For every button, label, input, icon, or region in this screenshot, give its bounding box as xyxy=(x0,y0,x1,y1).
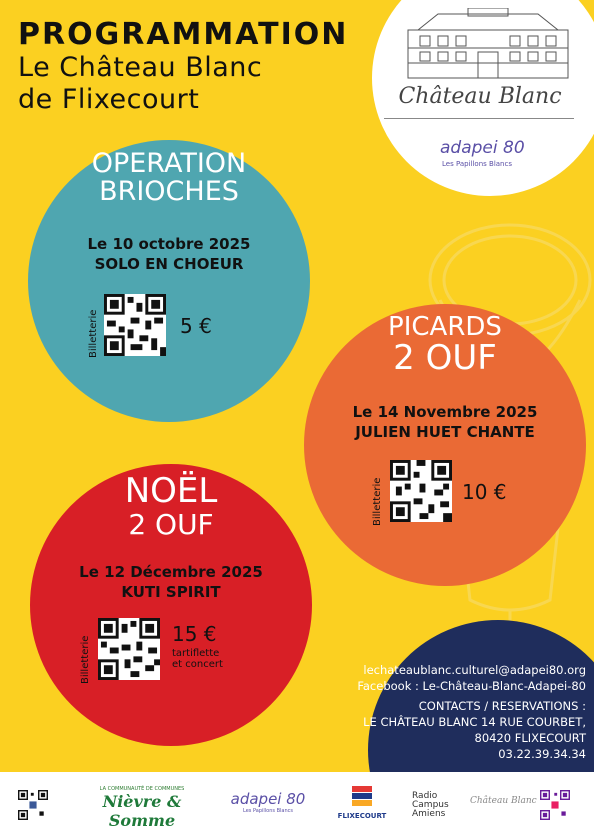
event1-title-line2: BRIOCHES xyxy=(99,176,239,208)
footer-ccns-top: LA COMMUNAUTÉ DE COMMUNES xyxy=(99,786,185,792)
contact-address-line2: 80420 FLIXECOURT xyxy=(474,731,586,745)
event1-title xyxy=(40,150,298,207)
event2-date: Le 14 Novembre 2025 xyxy=(352,403,538,421)
event3-price-note-line2: et concert xyxy=(172,659,223,670)
event3-date: Le 12 Décembre 2025 xyxy=(79,563,263,581)
adapei-subtitle: Les Papillons Blancs xyxy=(442,160,512,168)
event3-price-note-line1: tartiflette xyxy=(172,648,220,659)
event3-title-line1: NOËL xyxy=(124,471,218,511)
logo-divider xyxy=(384,118,574,119)
contact-phone[interactable]: 03.22.39.34.34 xyxy=(498,747,586,761)
event3-ticket-qr-icon[interactable] xyxy=(98,618,160,680)
event1-ticket-qr-icon[interactable] xyxy=(104,294,166,356)
contact-block xyxy=(356,662,586,762)
event2-ticket-qr-icon[interactable] xyxy=(390,460,452,522)
adapei-logo: adapei 80 xyxy=(440,138,525,158)
contact-email[interactable]: lechateaublanc.culturel@adapei80.org xyxy=(363,663,586,677)
footer-flixecourt-name: FLIXECOURT xyxy=(337,812,387,820)
event2-price: 10 € xyxy=(462,480,507,504)
footer-facebook-qr-icon[interactable] xyxy=(18,790,48,820)
footer-instagram-qr-icon[interactable] xyxy=(540,790,570,820)
header-venue: Le Château Blanc xyxy=(18,52,263,83)
header xyxy=(18,18,378,116)
header-programmation: PROGRAMMATION xyxy=(18,17,349,52)
footer-ccns-name: Nièvre & Somme xyxy=(102,792,182,830)
event3-price: 15 € xyxy=(172,622,217,646)
event3-date-block xyxy=(42,562,300,602)
event2-title-line1: PICARDS xyxy=(388,312,502,342)
event1-title-line1: OPERATION xyxy=(91,148,247,179)
event3-title xyxy=(42,471,300,541)
footer-adapei-logo xyxy=(228,790,308,814)
event2-artist: JULIEN HUET CHANTE xyxy=(355,423,535,441)
event1-ticket-label: Billetterie xyxy=(88,309,99,358)
event3-title-line2: 2 OUF xyxy=(128,507,214,541)
event1-artist: SOLO EN CHOEUR xyxy=(94,255,244,273)
event2-title-line2: 2 OUF xyxy=(393,338,497,379)
footer-flixecourt-logo xyxy=(336,786,388,820)
header-town: de Flixecourt xyxy=(18,84,200,115)
event2-title xyxy=(316,314,574,377)
event3-artist: KUTI SPIRIT xyxy=(121,583,221,601)
footer-radio-line1: Radio xyxy=(412,791,438,801)
flixecourt-emblem-icon xyxy=(350,786,374,808)
event1-date-block xyxy=(40,234,298,274)
event1-price: 5 € xyxy=(180,314,212,338)
footer-radio-campus-logo xyxy=(412,792,449,819)
event2-date-block xyxy=(316,402,574,442)
footer-nievre-somme-logo xyxy=(72,786,212,830)
footer-chateau-logo: Château Blanc xyxy=(470,796,537,806)
event2-ticket-label: Billetterie xyxy=(372,477,383,526)
footer-adapei-sub: Les Papillons Blancs xyxy=(243,808,293,814)
event3-ticket-label: Billetterie xyxy=(80,635,91,684)
footer-radio-line2: Campus xyxy=(412,800,449,810)
chateau-drawing-icon xyxy=(398,8,578,80)
contact-heading: CONTACTS / RESERVATIONS : xyxy=(418,699,586,713)
chateau-blanc-script-logo: Château Blanc xyxy=(398,84,562,109)
event1-date: Le 10 octobre 2025 xyxy=(87,235,251,253)
footer-adapei-name: adapei 80 xyxy=(230,790,306,808)
footer-radio-line3: Amiens xyxy=(412,809,446,819)
contact-facebook[interactable]: Facebook : Le-Château-Blanc-Adapei-80 xyxy=(357,679,586,693)
event3-price-note xyxy=(172,648,223,670)
contact-address-line1: LE CHÂTEAU BLANC 14 RUE COURBET, xyxy=(363,715,586,729)
